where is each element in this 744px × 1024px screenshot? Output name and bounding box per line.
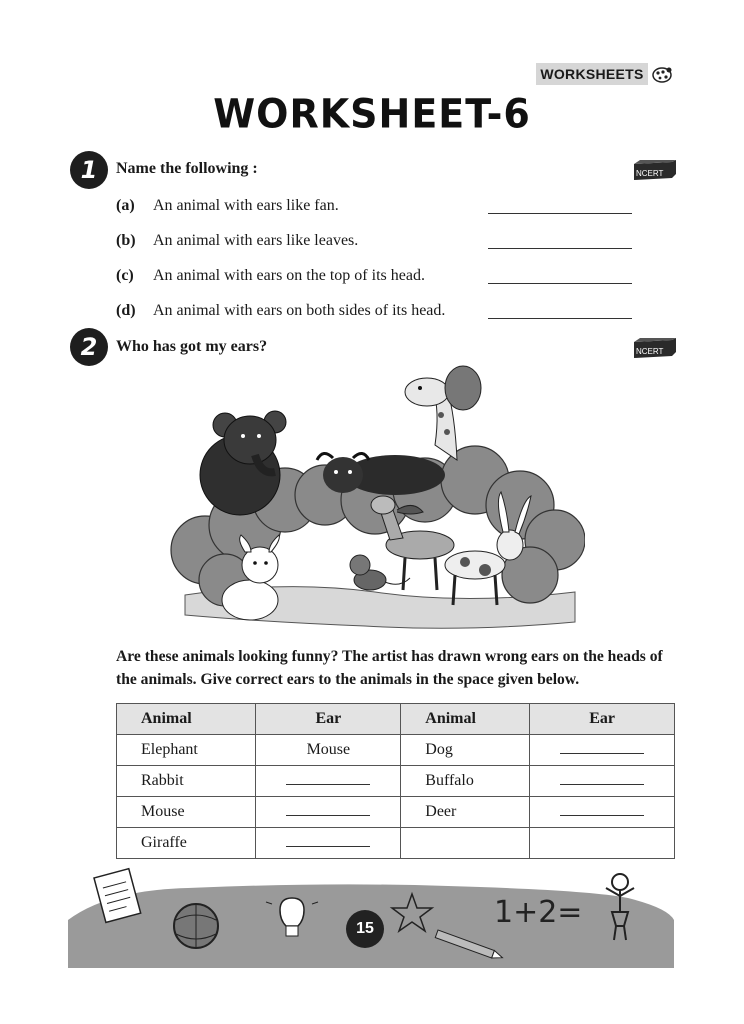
answer-line[interactable] — [560, 805, 644, 816]
list-item — [116, 197, 339, 215]
table-row — [117, 797, 675, 828]
answer-cell[interactable] — [530, 766, 675, 797]
item-text: An animal with ears on the top of its head. — [153, 267, 425, 284]
answer-blank-a[interactable] — [488, 213, 632, 214]
table-cell: Giraffe — [117, 828, 256, 859]
answer-cell[interactable] — [530, 797, 675, 828]
table-cell: Deer — [401, 797, 530, 828]
table-header-row — [117, 704, 675, 735]
worksheets-tag: WORKSHEETS — [536, 63, 648, 85]
table-cell: Rabbit — [117, 766, 256, 797]
answer-line[interactable] — [560, 743, 644, 754]
page-number: 15 — [346, 910, 384, 948]
answer-blank-c[interactable] — [488, 283, 632, 284]
question-2-text: Who has got my ears? — [116, 338, 268, 355]
ladybug-icon — [651, 64, 673, 84]
table-row — [117, 766, 675, 797]
column-header: Ear — [256, 704, 401, 735]
list-item — [116, 232, 358, 250]
answer-line[interactable] — [560, 774, 644, 785]
item-label: (d) — [116, 302, 136, 319]
question-number-2: 2 — [70, 328, 108, 366]
item-text: An animal with ears on both sides of its head. — [153, 302, 446, 319]
ncert-book-icon — [632, 336, 678, 360]
question-number-1: 1 — [70, 151, 108, 189]
list-item — [116, 267, 425, 285]
answer-cell[interactable] — [256, 766, 401, 797]
list-item — [116, 302, 445, 320]
ncert-book-icon — [632, 158, 678, 182]
page-title: WORKSHEET-6 — [213, 90, 531, 138]
table-row — [117, 828, 675, 859]
ncert-badge-2: NCERT — [636, 347, 664, 356]
column-header: Animal — [117, 704, 256, 735]
item-text: An animal with ears like fan. — [153, 197, 339, 214]
question-1-text: Name the following : — [116, 160, 258, 177]
answer-cell[interactable] — [256, 797, 401, 828]
item-label: (b) — [116, 232, 136, 249]
mouse-figure — [350, 555, 410, 590]
ears-table — [116, 703, 675, 859]
table-row — [117, 735, 675, 766]
answer-cell[interactable] — [256, 828, 401, 859]
answer-blank-b[interactable] — [488, 248, 632, 249]
animals-illustration — [165, 360, 585, 635]
answer-line[interactable] — [286, 774, 370, 785]
answer-line[interactable] — [286, 805, 370, 816]
answer-cell[interactable] — [530, 735, 675, 766]
math-doodle: 1+2= — [494, 895, 583, 930]
item-label: (c) — [116, 267, 134, 284]
table-cell — [530, 828, 675, 859]
answer-line[interactable] — [286, 836, 370, 847]
table-cell: Buffalo — [401, 766, 530, 797]
item-text: An animal with ears like leaves. — [153, 232, 359, 249]
item-label: (a) — [116, 197, 135, 214]
buffalo-figure — [317, 453, 445, 495]
instruction-paragraph: Are these animals looking funny? The artist has drawn wrong ears on the heads of the animals. Give correct ears to the animals in the space given below. — [116, 648, 663, 688]
ncert-badge-1: NCERT — [636, 169, 664, 178]
globe-icon — [174, 904, 218, 948]
table-cell: Elephant — [117, 735, 256, 766]
table-cell: Mouse — [256, 735, 401, 766]
answer-blank-d[interactable] — [488, 318, 632, 319]
column-header: Ear — [530, 704, 675, 735]
table-cell: Mouse — [117, 797, 256, 828]
table-cell: Dog — [401, 735, 530, 766]
column-header: Animal — [401, 704, 530, 735]
table-cell — [401, 828, 530, 859]
